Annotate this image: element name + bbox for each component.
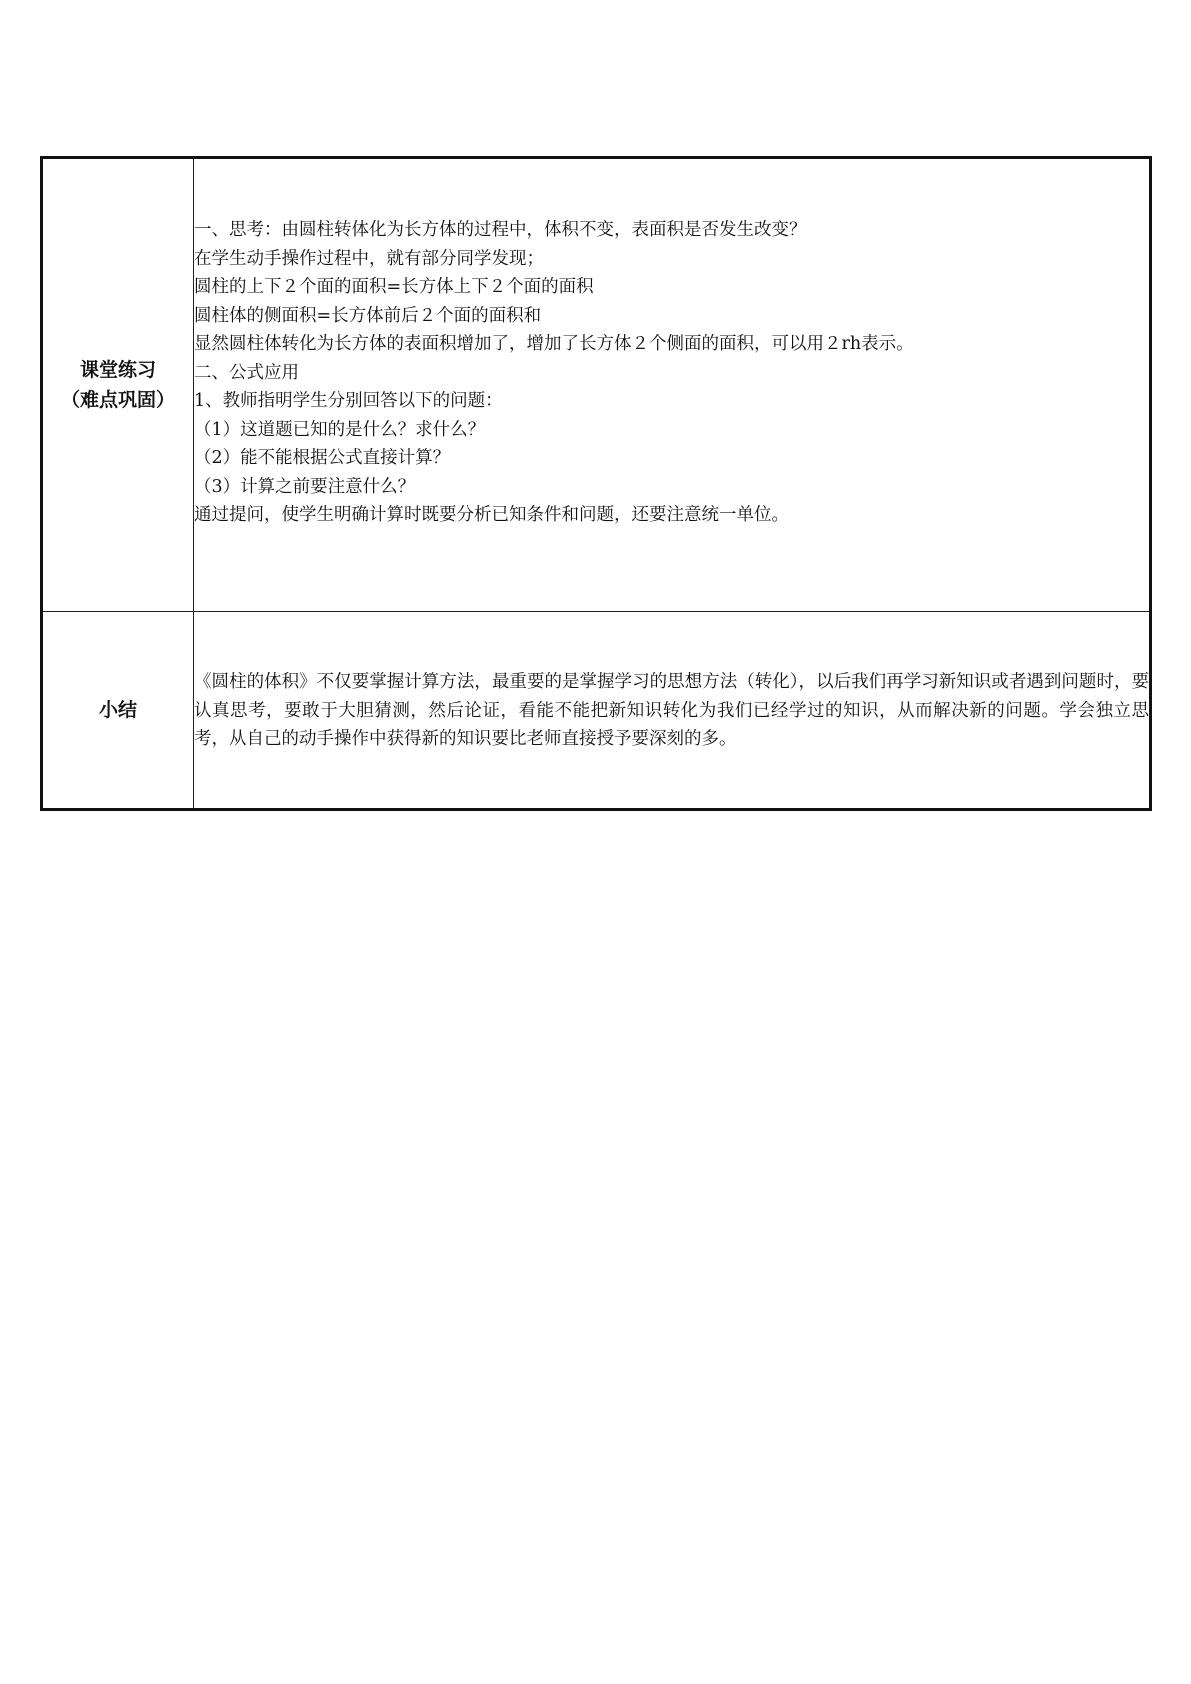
- text-line: 显然圆柱体转化为长方体的表面积增加了，增加了长方体２个侧面的面积，可以用２rh表示。: [194, 334, 914, 355]
- summary-paragraph: 《圆柱的体积》不仅要掌握计算方法，最重要的是掌握学习的思想方法（转化），以后我们再学习新知识或者遇到问题时，要认真思考，要敢于大胆猜测，然后论证，看能不能把新知识转化为我们已经学过的知识，从而解决新的问题。学会独立思考，从自己的动手操作中获得新的知识要比老师直接授予要深刻的多。: [194, 672, 1149, 750]
- text-line: 一、思考：由圆柱转体化为长方体的过程中，体积不变，表面积是否发生改变？: [194, 220, 807, 241]
- text-line: 1、教师指明学生分别回答以下的问题：: [194, 391, 503, 412]
- text-line: 在学生动手操作过程中，就有部分同学发现；: [194, 248, 544, 269]
- row-label-practice: [42, 158, 194, 612]
- text-line: （2）能不能根据公式直接计算？: [194, 448, 451, 469]
- text-line: 通过提问，使学生明确计算时既要分析已知条件和问题，还要注意统一单位。: [194, 505, 789, 526]
- row-content-practice: [194, 158, 1151, 612]
- lesson-plan-table: [40, 156, 1152, 811]
- row-label-summary: 小结: [42, 612, 194, 810]
- row-content-summary: [194, 612, 1151, 810]
- table-row: [42, 612, 1151, 810]
- text-line: 圆柱的上下２个面的面积=长方体上下２个面的面积: [194, 277, 594, 298]
- text-line: （3）计算之前要注意什么？: [194, 476, 416, 497]
- table-row: [42, 158, 1151, 612]
- text-line: （1）这道题已知的是什么？求什么？: [194, 419, 486, 440]
- text-line: 圆柱体的侧面积=长方体前后２个面的面积和: [194, 305, 542, 326]
- row-label-line: 课堂练习: [79, 359, 156, 381]
- text-line: 二、公式应用: [194, 362, 299, 383]
- row-label-line: （难点巩固）: [60, 389, 175, 411]
